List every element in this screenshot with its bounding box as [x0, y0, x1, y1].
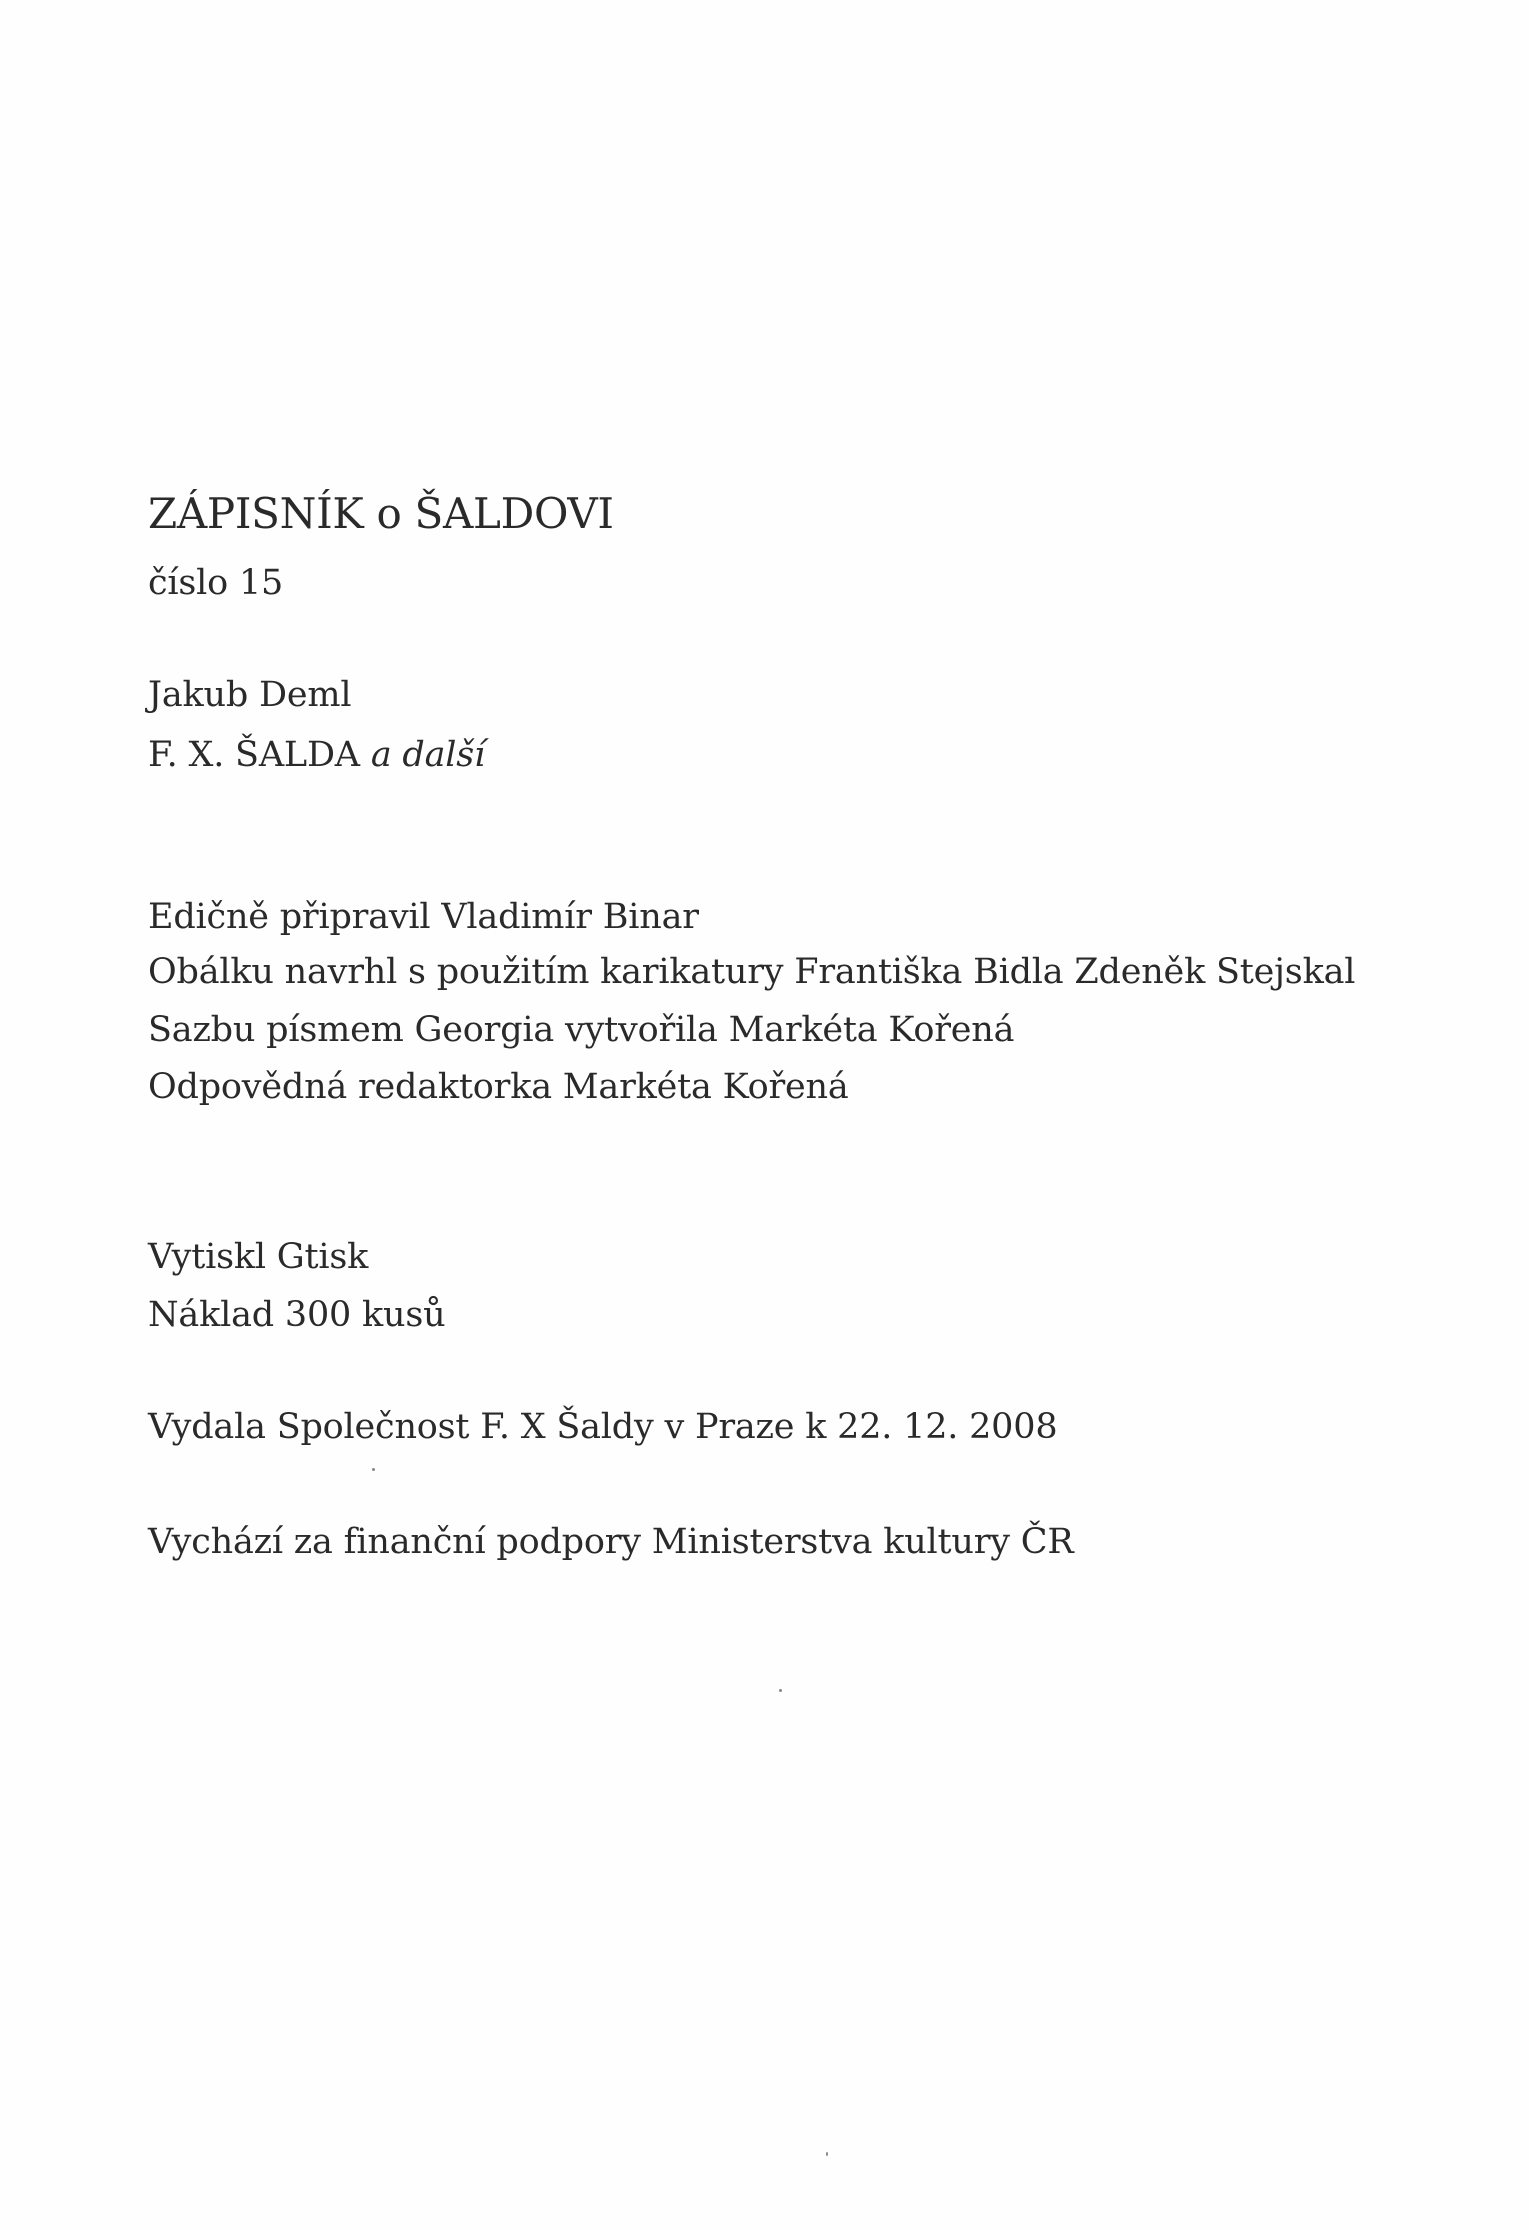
work-title [148, 735, 486, 775]
work-title-subtitle: a další [370, 735, 486, 775]
printer-line: Vytiskl Gtisk [148, 1237, 369, 1277]
paper-speck [779, 1689, 782, 1692]
author-name: Jakub Deml [148, 675, 352, 715]
credit-line: Obálku navrhl s použitím karikatury Františka Bidla Zdeněk Stejskal [148, 952, 1356, 992]
print-run-line: Náklad 300 kusů [148, 1295, 446, 1335]
series-title: ZÁPISNÍK o ŠALDOVI [148, 489, 614, 538]
work-title-main: F. X. ŠALDA [148, 735, 360, 775]
credit-line: Odpovědná redaktorka Markéta Kořená [148, 1067, 849, 1107]
paper-speck [826, 2152, 828, 2156]
issue-number: číslo 15 [148, 563, 284, 603]
support-line: Vychází za finanční podpory Ministerstva kultury ČR [148, 1522, 1074, 1562]
paper-speck [372, 1468, 375, 1471]
credit-line: Edičně připravil Vladimír Binar [148, 897, 699, 937]
publisher-line: Vydala Společnost F. X Šaldy v Praze k 22. 12. 2008 [148, 1407, 1058, 1447]
credit-line: Sazbu písmem Georgia vytvořila Markéta Kořená [148, 1010, 1015, 1050]
